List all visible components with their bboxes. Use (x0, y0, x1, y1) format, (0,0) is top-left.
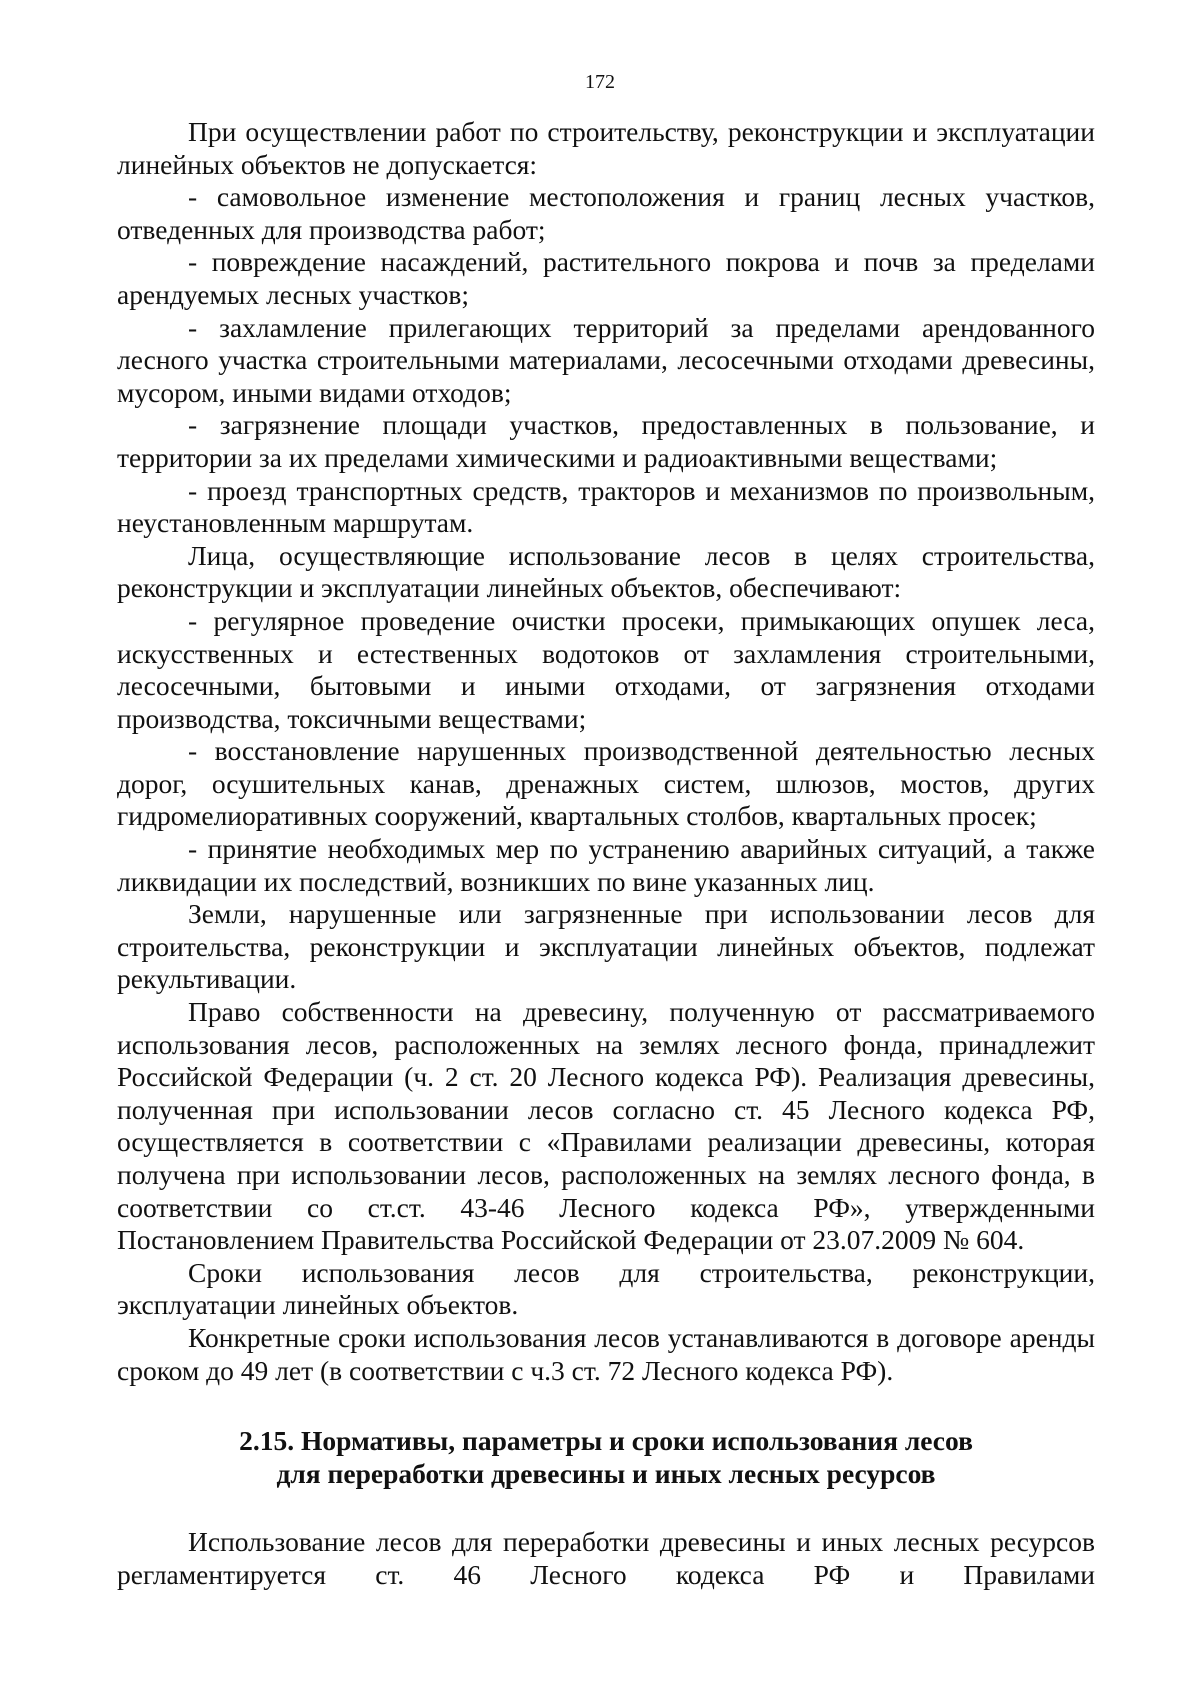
paragraph-land-recultivation: Земли, нарушенные или загрязненные при использовании лесов для строительства, реконструкции и эксплуатации линейных объектов, подлежат рекультивации. (117, 898, 1095, 995)
paragraph-use-terms: Сроки использования лесов для строительства, реконструкции, эксплуатации линейных объектов. (117, 1256, 1095, 1321)
list-item-vehicle-passage: - проезд транспортных средств, тракторов и механизмов по произвольным, неустановленным маршрутам. (117, 474, 1095, 539)
paragraph-lease-terms: Конкретные сроки использования лесов устанавливаются в договоре аренды сроком до 49 лет (в соответствии с ч.3 ст. 72 Лесного кодекса РФ). (117, 1321, 1095, 1386)
paragraph-timber-ownership: Право собственности на древесину, полученную от рассматриваемого использования лесов, расположенных на землях лесного фонда, принадлежит Российской Федерации (ч. 2 ст. 20 Лесного кодекса РФ). Реализация древесины, полученная при использовании лесов согласно ст. 45 Лесного кодекса РФ, осуществляется в соответствии с «Правилами реализации древесины, которая получена при использовании лесов, расположенных на землях лесного фонда, в соответствии со ст.ст. 43-46 Лесного кодекса РФ», утвержденными Постановлением Правительства Российской Федерации от 23.07.2009 № 604. (117, 996, 1095, 1256)
document-body (117, 116, 1095, 1387)
list-item-pollution: - загрязнение площади участков, предоставленных в пользование, и территории за их пределами химическими и радиоактивными веществами; (117, 409, 1095, 473)
section-heading-line-2: для переработки древесины и иных лесных ресурсов (276, 1458, 936, 1489)
section-heading (117, 1424, 1095, 1490)
section-body (117, 1526, 1095, 1591)
list-item-clearing: - регулярное проведение очистки просеки, примыкающих опушек леса, искусственных и естественных водотоков от захламления строительными, лесосечными, бытовыми и иными отходами, от загрязнения отходами производства, токсичными веществами; (117, 604, 1095, 734)
list-item-restoration: - восстановление нарушенных производственной деятельностью лесных дорог, осушительных канав, дренажных систем, шлюзов, мостов, других гидромелиоративных сооружений, квартальных столбов, квартальных просек; (117, 735, 1095, 832)
section-heading-line-1: 2.15. Нормативы, параметры и сроки использования лесов (239, 1425, 973, 1456)
page-number: 172 (585, 71, 615, 93)
list-item-boundary-change: - самовольное изменение местоположения и границ лесных участков, отведенных для производства работ; (117, 181, 1095, 245)
list-item-vegetation-damage: - повреждение насаждений, растительного покрова и почв за пределами арендуемых лесных участков; (117, 246, 1095, 310)
paragraph-obligations-intro: Лица, осуществляющие использование лесов в целях строительства, реконструкции и эксплуатации линейных объектов, обеспечивают: (117, 539, 1095, 604)
list-item-littering: - захламление прилегающих территорий за пределами арендованного лесного участка строительными материалами, лесосечными отходами древесины, мусором, иными видами отходов; (117, 311, 1095, 408)
paragraph-processing-regulation: Использование лесов для переработки древесины и иных лесных ресурсов регламентируется ст. 46 Лесного кодекса РФ и Правилами (117, 1526, 1095, 1590)
paragraph-intro-prohibitions: При осуществлении работ по строительству, реконструкции и эксплуатации линейных объектов не допускается: (117, 116, 1095, 180)
list-item-emergency-measures: - принятие необходимых мер по устранению аварийных ситуаций, а также ликвидации их последствий, возникших по вине указанных лиц. (117, 833, 1095, 897)
